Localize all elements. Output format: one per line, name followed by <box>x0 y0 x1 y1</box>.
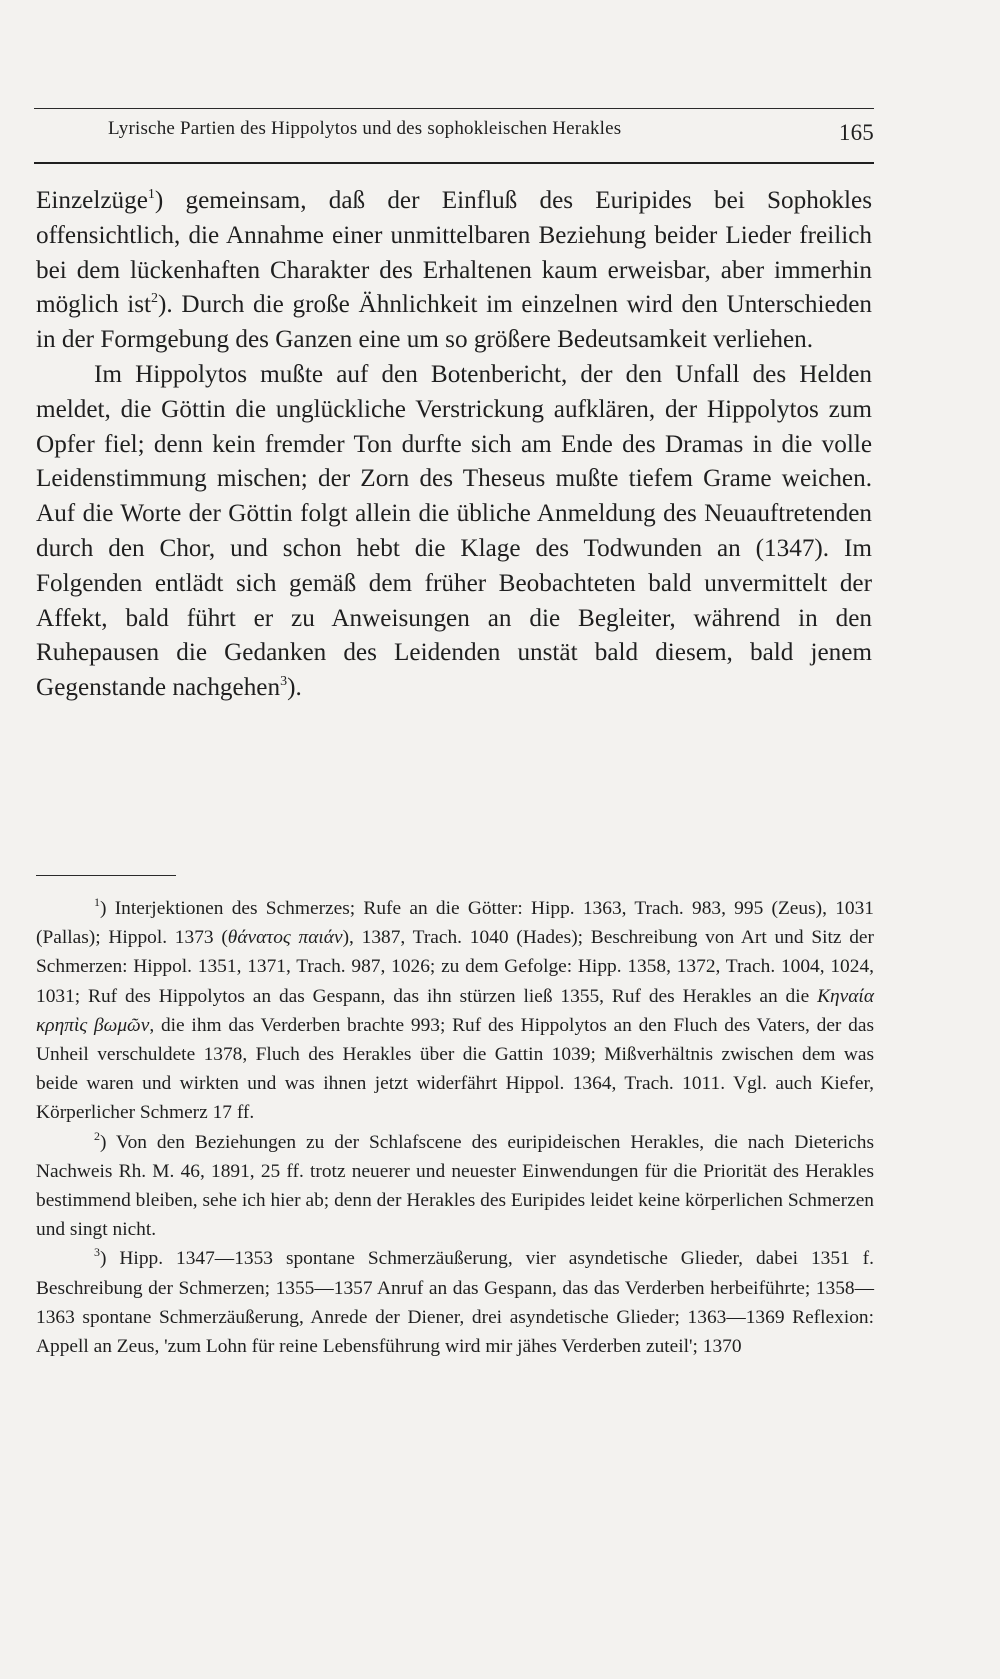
p2-text-b: ). <box>287 674 302 702</box>
p1-text-c: ). Durch die große Ähnlichkeit im einzelnen wird den Unterschieden in der Formgebung des Ganzen eine um so größere Bedeutsamkeit verliehen. <box>36 291 872 354</box>
footnote-1-greek-2: Κηναία κρηπὶς βωμῶν <box>36 985 874 1036</box>
p1-text-a: Einzelzüge <box>36 187 148 214</box>
footnote-2-text: ) Von den Beziehungen zu der Schlafscene des euripideischen Herakles, die nach Dieterichs Nachweis Rh. M. 46, 1891, 25 ff. trotz neuerer und neuester Einwendungen für die Priorität des Herakles bestimmend bleiben, sehe ich hier ab; denn der Herakles des Euripides leidet keine körperlichen Schmerzen und singt nicht. <box>36 1131 874 1241</box>
note-ref-1: 1 <box>147 187 155 202</box>
footnote-2 <box>36 1128 874 1245</box>
footnote-3 <box>36 1244 874 1361</box>
note-ref-2: 2 <box>151 291 159 307</box>
top-rule <box>34 108 874 109</box>
footnote-1-text-a: ) Interjektionen des Schmerzes; Rufe an die Götter: Hipp. 1363, Trach. 983, 995 (Zeus), 1031 (Pallas); Hippol. 1373 ( <box>36 898 874 949</box>
running-title: Lyrische Partien des Hippolytos und des sophokleischen Herakles <box>108 118 622 139</box>
footnote-3-mark: 3 <box>94 1245 100 1260</box>
footnote-2-mark: 2 <box>94 1128 100 1143</box>
note-ref-3: 3 <box>280 674 288 690</box>
running-header <box>108 118 874 145</box>
paragraph-1 <box>36 184 872 358</box>
page-number: 165 <box>838 120 874 145</box>
footnote-1-text-c: , die ihm das Verderben brachte 993; Ruf des Hippolytos an den Fluch des Vaters, der das Unheil verschuldete 1378, Fluch des Herakles über die Gattin 1039; Mißverhältnis zwischen dem was beide waren und wirkten und was ihnen jetzt widerfährt Hippol. 1364, Trach. 1011. Vgl. auch Kiefer, Körperlicher Schmerz 17 ff. <box>36 1014 874 1124</box>
footnote-1-text-b: ), 1387, Trach. 1040 (Hades); Beschreibung von Art und Sitz der Schmerzen: Hippol. 1351, 1371, Trach. 987, 1026; zu dem Gefolge: Hipp. 1358, 1372, Trach. 1004, 1024, 1031; Ruf des Hippolytos an das Gespann, das ihn stürzen ließ 1355, Ruf des Herakles an die <box>36 927 874 1007</box>
footnotes <box>36 894 874 1361</box>
p1-text-b: ) gemeinsam, daß der Einfluß des Euripides bei Sophokles offensichtlich, die Annahme einer unmittelbaren Beziehung beider Lieder freilich bei dem lückenhaften Charakter des Erhaltenen kaum erweisbar, aber immerhin möglich ist <box>36 187 872 319</box>
footnote-3-text: ) Hipp. 1347—1353 spontane Schmerzäußerung, vier asyndetische Glieder, dabei 1351 f. Beschreibung der Schmerzen; 1355—1357 Anruf an das Gespann, das das Verderben herbeiführte; 1358—1363 spontane Schmerzäußerung, Anrede der Diener, drei asyndetische Glieder; 1363—1369 Reflexion: Appell an Zeus, 'zum Lohn für reine Lebensführung wird mir jähes Verderben zuteil'; 1370 <box>36 1248 874 1358</box>
main-text <box>36 184 872 706</box>
header-rule <box>34 162 874 164</box>
footnote-1-greek-1: θάνατος παιάν <box>227 927 343 949</box>
p2-text-a: Im Hippolytos mußte auf den Botenbericht, der den Unfall des Helden meldet, die Göttin die unglückliche Verstrickung aufklären, der Hippolytos zum Opfer fiel; denn kein fremder Ton durfte sich am Ende des Dramas in die volle Leidenstimmung mischen; der Zorn des Theseus mußte tiefem Grame weichen. Auf die Worte der Göttin folgt allein die übliche Anmeldung des Neuauftretenden durch den Chor, und schon hebt die Klage des Todwunden an (1347). Im Folgenden entlädt sich gemäß dem früher Beobachteten bald unvermittelt der Affekt, bald führt er zu Anweisungen an die Begleiter, während in den Ruhepausen die Gedanken des Leidenden unstät bald diesem, bald jenem Gegenstande nachgehen <box>36 360 872 702</box>
footnote-1-mark: 1 <box>94 895 100 909</box>
footnote-rule <box>36 875 176 876</box>
paragraph-2 <box>36 358 872 706</box>
footnote-1 <box>36 894 874 1128</box>
